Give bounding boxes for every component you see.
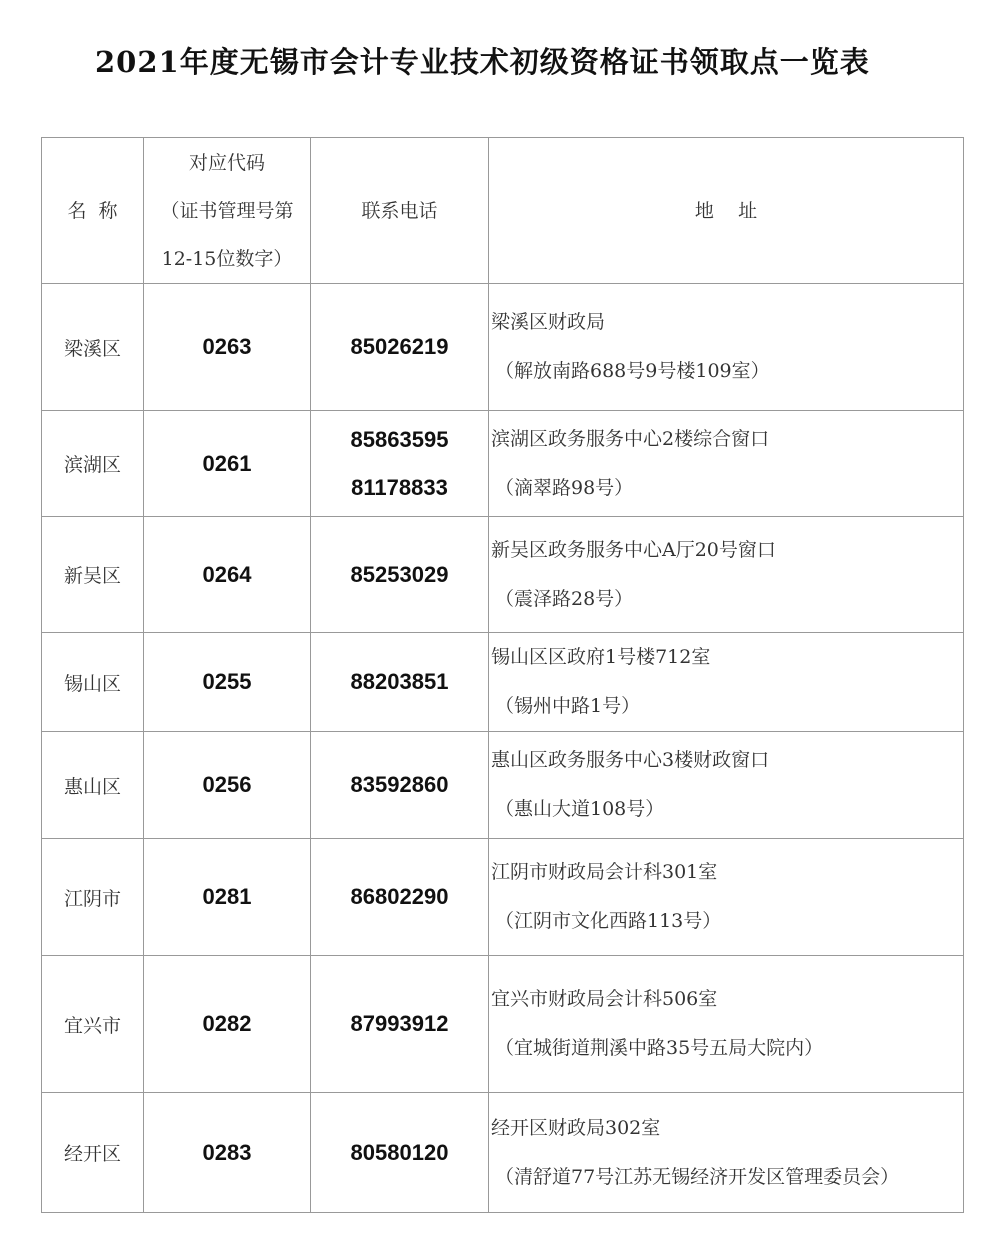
phone-cell bbox=[311, 411, 489, 517]
district-code: 0283 bbox=[144, 1093, 311, 1213]
address-line: 锡山区区政府1号楼712室 bbox=[491, 646, 711, 668]
district-name: 锡山区 bbox=[42, 633, 144, 732]
address-line: 新吴区政务服务中心A厅20号窗口 bbox=[491, 538, 776, 561]
header-code bbox=[144, 138, 311, 284]
phone-cell bbox=[311, 633, 489, 732]
table-row bbox=[42, 956, 964, 1093]
phone-cell bbox=[311, 732, 489, 839]
district-name: 经开区 bbox=[42, 1093, 144, 1213]
district-code: 0261 bbox=[144, 411, 311, 517]
table-row bbox=[42, 284, 964, 411]
address-line: （滴翠路98号） bbox=[495, 476, 634, 499]
address-cell bbox=[489, 411, 964, 517]
address-line: （解放南路688号9号楼109室） bbox=[495, 360, 770, 382]
phone-cell bbox=[311, 284, 489, 411]
address-cell bbox=[489, 1093, 964, 1213]
phone-number: 86802290 bbox=[350, 884, 449, 909]
header-code-line2: （证书管理号第 bbox=[160, 199, 294, 222]
phone-number: 85253029 bbox=[350, 561, 449, 587]
address-line: 梁溪区财政局 bbox=[491, 311, 606, 333]
district-name: 江阴市 bbox=[42, 839, 144, 956]
table-row bbox=[42, 732, 964, 839]
phone-cell bbox=[311, 839, 489, 956]
address-cell bbox=[489, 517, 964, 633]
table-row bbox=[42, 1093, 964, 1213]
district-name: 新吴区 bbox=[42, 517, 144, 633]
address-line: 宜兴市财政局会计科506室 bbox=[491, 988, 718, 1010]
header-code-line3: 12-15位数字） bbox=[161, 247, 293, 270]
phone-cell bbox=[311, 1093, 489, 1213]
table-row bbox=[42, 839, 964, 956]
phone-cell bbox=[311, 956, 489, 1093]
address-line: （锡州中路1号） bbox=[495, 695, 641, 717]
district-code: 0256 bbox=[144, 732, 311, 839]
header-phone: 联系电话 bbox=[311, 138, 489, 284]
document-title: 2021年度无锡市会计专业技术初级资格证书领取点一览表 bbox=[95, 45, 870, 79]
district-name: 滨湖区 bbox=[42, 411, 144, 517]
phone-cell bbox=[311, 517, 489, 633]
address-line: （清舒道77号江苏无锡经济开发区管理委员会） bbox=[495, 1165, 900, 1188]
address-line: 经开区财政局302室 bbox=[491, 1116, 661, 1139]
district-code: 0281 bbox=[144, 839, 311, 956]
address-line: 江阴市财政局会计科301室 bbox=[491, 861, 718, 883]
address-line: （宜城街道荆溪中路35号五局大院内） bbox=[495, 1037, 824, 1059]
district-name: 宜兴市 bbox=[42, 956, 144, 1093]
address-line: 滨湖区政务服务中心2楼综合窗口 bbox=[491, 427, 770, 450]
district-code: 0264 bbox=[144, 517, 311, 633]
phone-number: 88203851 bbox=[350, 669, 449, 694]
table-row bbox=[42, 411, 964, 517]
district-code: 0282 bbox=[144, 956, 311, 1093]
address-line: 惠山区政务服务中心3楼财政窗口 bbox=[491, 749, 770, 771]
district-name: 梁溪区 bbox=[42, 284, 144, 411]
phone-number: 80580120 bbox=[350, 1139, 449, 1165]
table-header-row bbox=[42, 138, 964, 284]
table-row bbox=[42, 633, 964, 732]
address-cell bbox=[489, 284, 964, 411]
address-line: （惠山大道108号） bbox=[495, 798, 665, 820]
header-code-line1: 对应代码 bbox=[188, 151, 265, 174]
address-line: （江阴市文化西路113号） bbox=[495, 910, 722, 932]
phone-number: 87993912 bbox=[350, 1011, 449, 1036]
header-address: 地 址 bbox=[489, 138, 964, 284]
phone-number: 85026219 bbox=[350, 334, 449, 359]
district-code: 0263 bbox=[144, 284, 311, 411]
phone-number: 85863595 bbox=[350, 426, 449, 452]
phone-number: 83592860 bbox=[350, 772, 449, 797]
district-name: 惠山区 bbox=[42, 732, 144, 839]
district-code: 0255 bbox=[144, 633, 311, 732]
table-row bbox=[42, 517, 964, 633]
header-name: 名 称 bbox=[42, 138, 144, 284]
address-cell bbox=[489, 839, 964, 956]
certificate-pickup-table bbox=[41, 137, 964, 1213]
address-line: （震泽路28号） bbox=[495, 587, 634, 610]
address-cell bbox=[489, 633, 964, 732]
phone-number: 81178833 bbox=[351, 474, 448, 500]
address-cell bbox=[489, 732, 964, 839]
address-cell bbox=[489, 956, 964, 1093]
